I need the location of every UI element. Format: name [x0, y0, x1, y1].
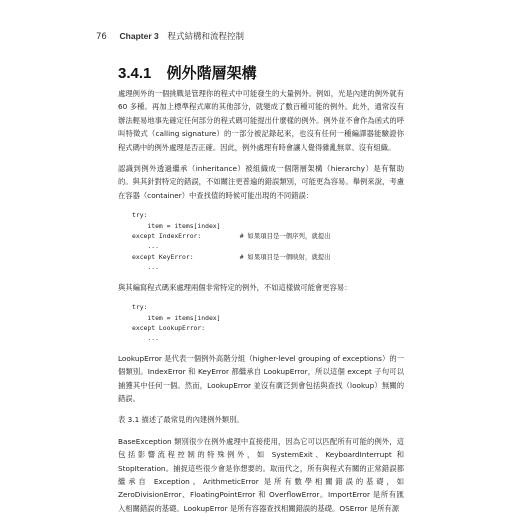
section-title: 例外階層架構 — [166, 64, 257, 82]
code-block-2: try: item = items[index] except LookupError: ... — [132, 303, 221, 343]
paragraph-4: LookupError 是代表一個例外高階分組（higher-level grouping of exceptions）的一個類別。IndexError 和 KeyError 都繼承自 LookupError，所以這個 except 子句可以捕獲其中任何一個。然而，LookupError 並沒有廣泛到會包括與查找（lookup）無關的錯誤。 — [118, 353, 404, 403]
paragraph-6: BaseException 類別很少在例外處理中直接使用，因為它可以匹配所有可能的例外，這包括影響流程控制的特殊例外，如 SystemExit、KeyboardInterrupt 和 StopIteration。捕捉這些很少會是你想要的。取而代之，所有與程式有關的正常錯誤都繼承自 Exception。ArithmeticError 是所有數學相關錯誤的基礎，如 ZeroDivisionError、FloatingPointError 和 OverflowError。ImportError 是所有匯入相關錯誤的基礎。LookupError 是所有容器查找相關錯誤的基礎。OSError 是所有源 — [118, 436, 404, 513]
section-number: 3.4.1 — [118, 65, 152, 82]
paragraph-1: 處理例外的一個挑戰是管理你的程式中可能發生的大量例外。例如，光是內建的例外就有 60 多種。再加上標準程式庫的其他部分，就變成了數百種可能的例外。此外，通常沒有辦法輕易地事先確定任何部分的程式碼可能提出什麼樣的例外。例外並不會作為函式的呼叫特徵式（calling signature）的一部分被記錄起來，也沒有任何一種編譯器能驗證你程式碼中的例外處理是否正確。因此，例外處理有時會讓人覺得雜亂無章、沒有組織。 — [118, 89, 404, 152]
chapter-label: Chapter 3 — [119, 31, 159, 41]
chapter-title: 程式結構和流程控制 — [167, 32, 244, 42]
code-block-1: try: item = items[index] except IndexError: # 如果項目是一個序列，就提出 ... except KeyError: # 如果項目是一個映射，就提出 ... — [132, 211, 331, 272]
body-text — [118, 87, 404, 523]
section-heading — [118, 62, 257, 83]
page-number: 76 — [96, 32, 107, 42]
paragraph-5: 表 3.1 描述了最常見的內建例外類別。 — [118, 415, 244, 425]
paragraph-3: 與其編寫程式碼來處理兩個非常特定的例外，不如這樣做可能會更容易： — [118, 282, 352, 292]
running-header — [96, 30, 244, 42]
paragraph-2: 認識到例外透過繼承（inheritance）被組織成一個階層架構（hierarchy）是有幫助的。與其針對特定的錯誤，不如關注更普遍的錯誤類別，可能更為容易。舉例來說，考慮在容器（container）中查找值的時候可能出現的不同錯誤： — [118, 164, 404, 200]
